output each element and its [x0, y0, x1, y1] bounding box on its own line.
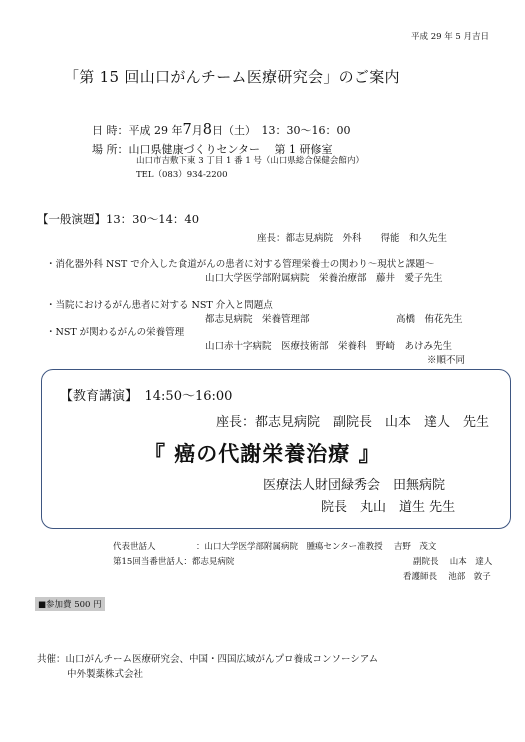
topic-2-title: ・当院におけるがん患者に対する NST 介入と問題点 [46, 300, 273, 311]
lecture-speaker-name: 院長 丸山 道生 先生 [321, 500, 456, 515]
venue-tel: TEL（083）934-2200 [136, 170, 228, 180]
topic-1-presenter: 山口大学医学部附属病院 栄養治療部 藤井 愛子先生 [205, 273, 443, 284]
lecture-header: 【教育講演】 14:50〜16:00 [60, 389, 233, 404]
rep-organizer-label: 代表世話人 [113, 542, 156, 552]
date-label: 日 時： [92, 124, 129, 137]
date-time: 日（土） 13：30〜16：00 [211, 124, 351, 137]
issued-date: 平成 29 年 5 月吉日 [411, 32, 490, 42]
topic-2-presenter-org: 都志見病院 栄養管理部 [205, 314, 310, 325]
general-chair: 座長：都志見病院 外科 得能 和久先生 [257, 233, 448, 244]
lecture-chair: 座長：都志見病院 副院長 山本 達人 先生 [216, 415, 490, 430]
host-organizer-label: 第15回当番世話人：都志見病院 [113, 557, 235, 567]
venue-label: 場 所： [92, 143, 129, 156]
topic-2-presenter-name: 高橋 侑花先生 [396, 314, 463, 325]
host-head-nurse: 看護師長 池部 敦子 [403, 572, 491, 582]
date-month: 7 [182, 122, 192, 138]
topic-1-title: ・消化器外科 NST で介入した食道がんの患者に対する管理栄養士の関わり〜現状と課題〜 [46, 259, 435, 270]
order-note: ※順不同 [427, 355, 466, 366]
general-header: 【一般演題】13：30〜14：40 [37, 212, 200, 226]
date-month-unit: 月 [191, 124, 203, 137]
topic-3-title: ・NST が関わるがんの栄養管理 [46, 327, 185, 338]
page-title: 「第 15 回山口がんチーム医療研究会」のご案内 [64, 68, 400, 86]
rep-organizer-value: ：山口大学医学部附属病院 腫瘍センター准教授 吉野 茂文 [196, 542, 437, 552]
lecture-title: 『 癌の代謝栄養治療 』 [144, 441, 381, 466]
date-row [92, 119, 350, 138]
date-year: 平成 29 年 [128, 124, 183, 137]
venue-name: 山口県健康づくりセンター 第 1 研修室 [128, 143, 333, 156]
topic-3-presenter: 山口赤十字病院 医療技術部 栄養科 野崎 あけみ先生 [205, 341, 453, 352]
cohost-line-2: 中外製薬株式会社 [67, 669, 144, 680]
date-day: 8 [202, 122, 212, 138]
host-vice-director: 副院長 山本 達人 [413, 557, 493, 567]
venue-address: 山口市吉敷下東 3 丁目 1 番 1 号（山口県総合保健会館内） [136, 156, 364, 166]
fee-badge: ■参加費 500 円 [35, 597, 105, 611]
lecture-speaker-org: 医療法人財団緑秀会 田無病院 [263, 478, 446, 493]
cohost-line-1: 共催：山口がんチーム医療研究会、中国・四国広域がんプロ養成コンソーシアム [37, 654, 379, 665]
